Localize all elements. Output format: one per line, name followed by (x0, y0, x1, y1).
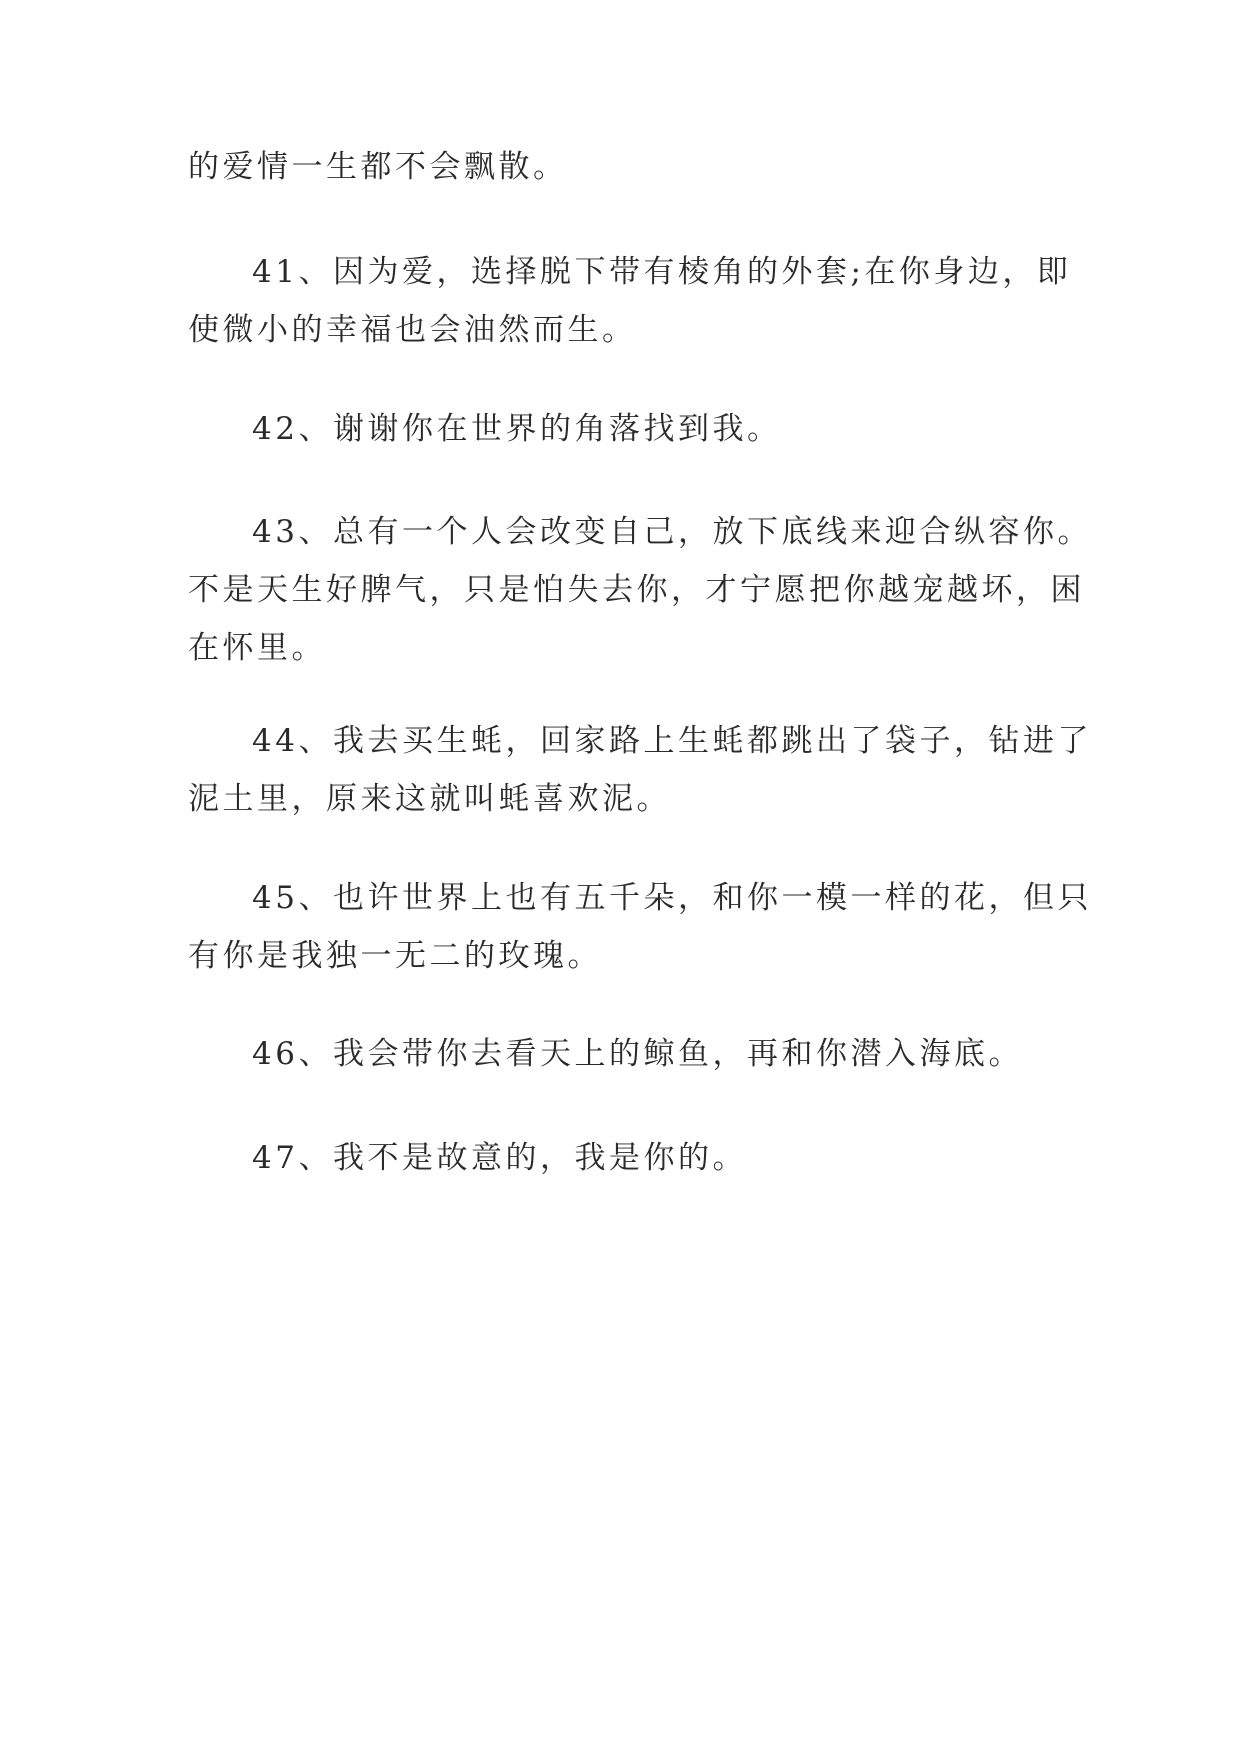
paragraph-42 (188, 400, 1068, 458)
paragraph-40-continued (188, 138, 1068, 196)
paragraph-47 (188, 1129, 1068, 1187)
text-line: 使微小的幸福也会油然而生。 (188, 312, 637, 348)
text-line: 45、也许世界上也有五千朵，和你一模一样的花，但只 (252, 880, 1092, 916)
paragraph-45 (188, 869, 1092, 985)
text-line: 不是天生好脾气，只是怕失去你，才宁愿把你越宠越坏，困 (188, 572, 1085, 608)
paragraph-43 (188, 503, 1092, 677)
text-line: 41、因为爱，选择脱下带有棱角的外套;在你身边，即 (252, 254, 1072, 290)
paragraph-41 (188, 243, 1072, 359)
paragraph-46 (188, 1025, 1068, 1083)
paragraph-44 (188, 712, 1092, 828)
text-line: 42、谢谢你在世界的角落找到我。 (252, 411, 782, 447)
text-line: 的爱情一生都不会飘散。 (188, 149, 568, 185)
text-line: 有你是我独一无二的玫瑰。 (188, 938, 602, 974)
text-line: 47、我不是故意的，我是你的。 (252, 1140, 747, 1176)
text-line: 46、我会带你去看天上的鲸鱼，再和你潜入海底。 (252, 1036, 1023, 1072)
text-line: 在怀里。 (188, 630, 326, 666)
text-line: 泥土里，原来这就叫蚝喜欢泥。 (188, 781, 671, 817)
text-line: 44、我去买生蚝，回家路上生蚝都跳出了袋子，钻进了 (252, 723, 1092, 759)
text-line: 43、总有一个人会改变自己，放下底线来迎合纵容你。 (252, 514, 1092, 550)
